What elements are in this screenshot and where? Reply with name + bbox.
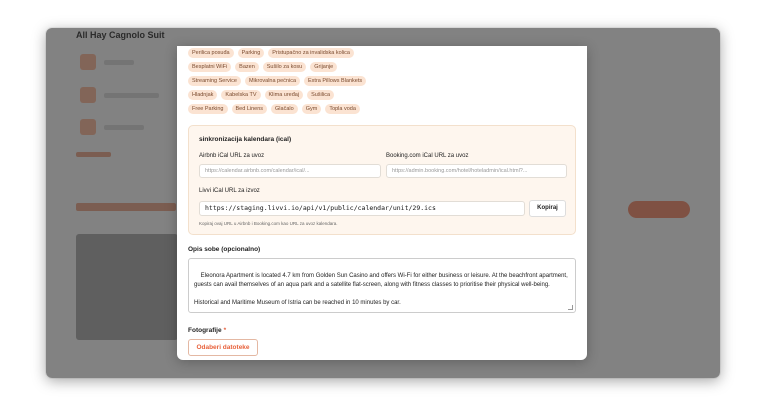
amenity-tag[interactable]: Extra Pillows Blankets — [304, 76, 366, 86]
amenity-tag[interactable]: Kabelska TV — [221, 90, 260, 100]
amenity-tag[interactable]: Perilica posuđa — [188, 48, 234, 58]
amenity-tag[interactable]: Sušilo za kosu — [263, 62, 306, 72]
ical-section-title: sinkronizacija kalendara (ical) — [199, 136, 292, 143]
export-ical-url-field[interactable]: https://staging.livvi.io/api/v1/public/calendar/unit/29.ics — [199, 201, 525, 216]
choose-files-button[interactable]: Odaberi datoteke — [188, 339, 258, 356]
booking-ical-label: Booking.com iCal URL za uvoz — [386, 153, 469, 159]
ical-sync-panel — [188, 125, 576, 235]
photos-label-text: Fotografije — [188, 327, 222, 334]
amenity-tags — [188, 46, 576, 114]
amenity-tag[interactable]: Parking — [238, 48, 265, 58]
airbnb-ical-input[interactable]: https://calendar.airbnb.com/calendar/ical/... — [199, 164, 381, 178]
amenity-tag[interactable]: Bed Linens — [232, 104, 268, 114]
amenity-row — [188, 90, 576, 100]
export-ical-hint: Kopiraj ovaj URL u Airbnb i Booking.com kao URL za uvoz kalendara. — [199, 221, 338, 226]
amenity-row — [188, 104, 576, 114]
amenity-tag[interactable]: Free Parking — [188, 104, 228, 114]
resize-handle-icon[interactable] — [568, 305, 573, 310]
booking-ical-input[interactable]: https://admin.booking.com/hotel/hoteladmin/ical.html?... — [386, 164, 567, 178]
export-ical-label: Livvi iCal URL za izvoz — [199, 188, 260, 194]
amenity-tag[interactable]: Pristupačno za invalidska kolica — [268, 48, 354, 58]
airbnb-ical-label: Airbnb iCal URL za uvoz — [199, 153, 265, 159]
amenity-tag[interactable]: Hladnjak — [188, 90, 217, 100]
required-asterisk: * — [223, 327, 227, 334]
amenity-tag[interactable]: Besplatni WiFi — [188, 62, 231, 72]
amenity-tag[interactable]: Klima uređaj — [265, 90, 304, 100]
amenity-tag[interactable]: Glačalo — [271, 104, 298, 114]
amenity-tag[interactable]: Gym — [302, 104, 322, 114]
amenity-tag[interactable]: Mikrovalna pećnica — [245, 76, 300, 86]
amenity-row — [188, 62, 576, 72]
amenity-tag[interactable]: Grijanje — [310, 62, 337, 72]
description-label: Opis sobe (opcionalno) — [188, 246, 261, 253]
photos-label — [188, 327, 226, 334]
amenity-tag[interactable]: Bazen — [235, 62, 259, 72]
amenity-tag[interactable]: Sušilica — [307, 90, 334, 100]
amenity-tag[interactable]: Streaming Service — [188, 76, 241, 86]
edit-room-modal — [177, 46, 587, 360]
copy-url-button[interactable]: Kopiraj — [529, 200, 566, 217]
amenity-tag[interactable]: Topla voda — [325, 104, 360, 114]
amenity-row — [188, 76, 576, 86]
description-textarea[interactable] — [188, 258, 576, 313]
description-text: Eleonora Apartment is located 4.7 km from Golden Sun Casino and offers Wi-Fi for either business or leisure. At the beachfront apartment, guests can avail themselves of an aqua park and a satellite flat-screen, along with fitness classes to prioritise their physical well-being. Historical and Maritime Museum of Istria can be reached in 10 minutes by car. — [194, 273, 568, 306]
amenity-row — [188, 48, 576, 58]
